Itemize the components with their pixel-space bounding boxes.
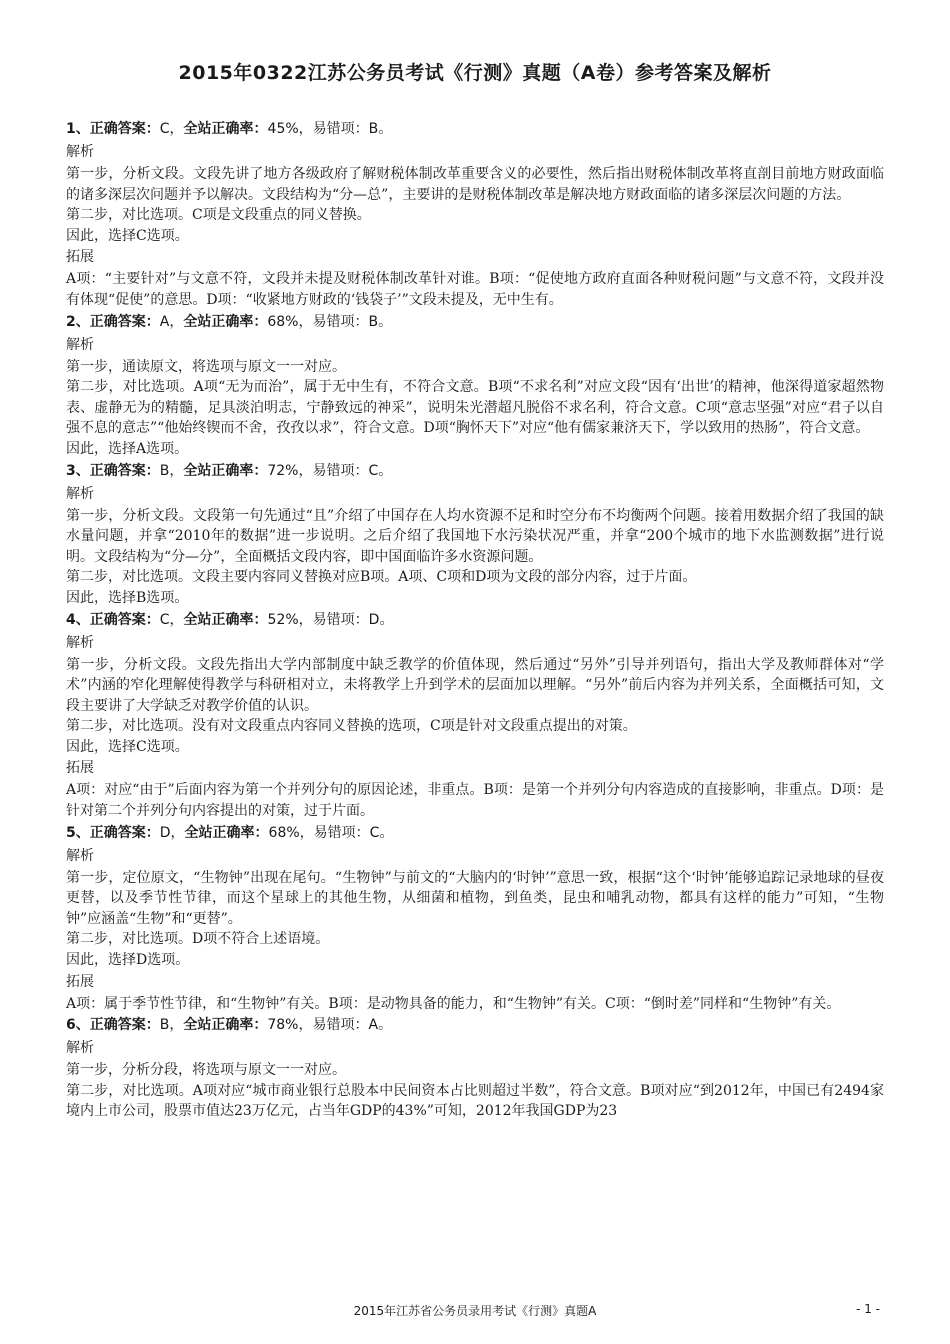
analysis-paragraph: 因此，选择D选项。 bbox=[66, 952, 190, 969]
rate-label: 全站正确率： bbox=[183, 121, 268, 137]
analysis-paragraph: 第一步，分析文段。文段先指出大学内部制度中缺乏教学的价值体现，然后通过“另外”引导并列语句，指出大学及教师群体对“学术”内涵的窄化理解使得教学与科研相对立，未将教学上升到学术的层面加以理解。“另外”前后内容为并列关系，全面概括可知，文段主要讲了大学缺乏对教学价值的认识。 bbox=[66, 656, 884, 714]
wrong-option: A bbox=[368, 1017, 379, 1034]
question-header: 2、正确答案：A，全站正确率：68%，易错项：B。 bbox=[66, 313, 393, 330]
correct-answer: B bbox=[159, 462, 170, 479]
analysis-paragraph: 因此，选择C选项。 bbox=[66, 227, 189, 244]
analysis-paragraph: 第一步，分析文段。文段第一句先通过“且”介绍了中国存在人均水资源不足和时空分布不均衡两个问题。接着用数据介绍了我国的缺水量问题，并拿“2010年的数据”进一步说明。之后介绍了我国地下水污染状况严重，并拿“200个城市的地下水监测数据”进行说明。文段结构为“分—分”，全面概括文段内容，即中国面临许多水资源问题。 bbox=[66, 507, 884, 565]
extension-paragraph: A项：“主要针对”与文意不符，文段并未提及财税体制改革针对谁。B项：“促使地方政府直面各种财税问题”与文意不符，文段并没有体现“促使”的意思。D项：“收紧地方财政的‘钱袋子’”文段未提及，无中生有。 bbox=[66, 271, 884, 308]
answer-label: 正确答案： bbox=[89, 824, 160, 841]
analysis-paragraph: 第二步，对比选项。没有对文段重点内容同义替换的选项，C项是针对文段重点提出的对策。 bbox=[66, 718, 637, 735]
question-block bbox=[66, 118, 884, 311]
page-number: - 1 - bbox=[856, 1302, 880, 1316]
answer-content bbox=[66, 118, 884, 1122]
question-block bbox=[66, 460, 884, 609]
correct-answer: C bbox=[159, 121, 170, 137]
question-block bbox=[66, 609, 884, 822]
correct-answer: D bbox=[159, 824, 171, 841]
accuracy-rate: 78% bbox=[267, 1017, 299, 1034]
analysis-paragraph: 因此，选择B选项。 bbox=[66, 589, 189, 606]
rate-label: 全站正确率： bbox=[183, 462, 268, 479]
analysis-paragraph: 因此，选择C选项。 bbox=[66, 738, 189, 755]
question-number: 1、 bbox=[66, 121, 90, 137]
answer-label: 正确答案： bbox=[89, 611, 160, 628]
wrong-label: 易错项： bbox=[312, 462, 369, 479]
question-number: 5、 bbox=[66, 824, 90, 841]
analysis-paragraph: 第二步，对比选项。A项对应“城市商业银行总股本中民间资本占比则超过半数”，符合文意。B项对应“到2012年，中国已有2494家境内上市公司，股票市值达23万亿元，占当年GDP的43%”可知，2012年我国GDP为23 bbox=[66, 1082, 884, 1120]
accuracy-rate: 45% bbox=[267, 121, 299, 137]
question-header: 6、正确答案：B，全站正确率：78%，易错项：A。 bbox=[66, 1017, 393, 1034]
correct-answer: B bbox=[159, 1017, 170, 1034]
analysis-paragraph: 第一步，通读原文，将选项与原文一一对应。 bbox=[66, 358, 346, 375]
wrong-label: 易错项： bbox=[312, 1017, 369, 1034]
question-header: 4、正确答案：C，全站正确率：52%，易错项：D。 bbox=[66, 611, 394, 628]
wrong-label: 易错项： bbox=[312, 121, 369, 137]
analysis-paragraph: 第一步，定位原文，“生物钟”出现在尾句。“生物钟”与前文的“大脑内的‘时钟’”意思一致，根据“这个‘时钟’能够追踪记录地球的昼夜更替，以及季节性节律，而这个星球上的其他生物，从细菌和植物，到鱼类，昆虫和哺乳动物，都具有这样的能力”可知，“生物钟”应涵盖“生物”和“更替”。 bbox=[66, 869, 884, 927]
rate-label: 全站正确率： bbox=[184, 824, 269, 841]
question-block bbox=[66, 1014, 884, 1122]
accuracy-rate: 68% bbox=[268, 824, 300, 841]
analysis-label: 解析 bbox=[66, 336, 94, 353]
wrong-label: 易错项： bbox=[312, 313, 369, 330]
wrong-label: 易错项： bbox=[313, 824, 370, 841]
analysis-paragraph: 第二步，对比选项。文段主要内容同义替换对应B项。A项、C项和D项为文段的部分内容，过于片面。 bbox=[66, 569, 697, 586]
analysis-paragraph: 第二步，对比选项。A项“无为而治”，属于无中生有，不符合文意。B项“不求名利”对应文段“因有‘出世’的精神，他深得道家超然物表、虚静无为的精髓，足具淡泊明志，宁静致远的神采”，说明朱光潜超凡脱俗不求名利，符合文意。C项“意志坚强”对应“君子以自强不息的意志”“他始终锲而不舍，孜孜以求”，符合文意。D项“胸怀天下”对应“他有儒家兼济天下，学以致用的热肠”，符合文意。 bbox=[66, 379, 884, 437]
extension-label: 拓展 bbox=[66, 973, 94, 990]
rate-label: 全站正确率： bbox=[183, 313, 268, 330]
analysis-paragraph: 因此，选择A选项。 bbox=[66, 440, 189, 457]
analysis-label: 解析 bbox=[66, 847, 94, 864]
wrong-option: D bbox=[368, 611, 380, 628]
answer-label: 正确答案： bbox=[89, 121, 160, 137]
analysis-label: 解析 bbox=[66, 1040, 94, 1057]
analysis-label: 解析 bbox=[66, 634, 94, 651]
analysis-paragraph: 第一步，分析文段。文段先讲了地方各级政府了解财税体制改革重要含义的必要性，然后指出财税体制改革将直剖目前地方财政面临的诸多深层次问题并予以解决。文段结构为“分—总”，主要讲的是财税体制改革是解决地方财政面临的诸多深层次问题的方法。 bbox=[66, 166, 884, 203]
analysis-label: 解析 bbox=[66, 485, 94, 502]
page-title: 2015年0322江苏公务员考试《行测》真题（A卷）参考答案及解析 bbox=[178, 62, 772, 84]
question-header: 3、正确答案：B，全站正确率：72%，易错项：C。 bbox=[66, 462, 393, 479]
extension-paragraph: A项：对应“由于”后面内容为第一个并列分句的原因论述，非重点。B项：是第一个并列分句内容造成的直接影响，非重点。D项：是针对第二个并列分句内容提出的对策，过于片面。 bbox=[66, 782, 884, 820]
question-number: 4、 bbox=[66, 611, 90, 628]
wrong-option: C bbox=[369, 824, 380, 841]
analysis-label: 解析 bbox=[66, 144, 94, 160]
answer-label: 正确答案： bbox=[89, 1017, 160, 1034]
question-header: 5、正确答案：D，全站正确率：68%，易错项：C。 bbox=[66, 824, 394, 841]
footer-title: 2015年江苏省公务员录用考试《行测》真题A bbox=[353, 1304, 597, 1318]
accuracy-rate: 52% bbox=[267, 611, 299, 628]
question-block bbox=[66, 311, 884, 460]
wrong-option: B bbox=[368, 313, 379, 330]
wrong-label: 易错项： bbox=[312, 611, 369, 628]
rate-label: 全站正确率： bbox=[183, 611, 268, 628]
question-header: 1、正确答案：C，全站正确率：45%，易错项：B。 bbox=[66, 121, 393, 137]
analysis-paragraph: 第一步，分析分段，将选项与原文一一对应。 bbox=[66, 1062, 346, 1079]
accuracy-rate: 72% bbox=[267, 462, 299, 479]
question-number: 2、 bbox=[66, 313, 90, 330]
analysis-paragraph: 第二步，对比选项。C项是文段重点的同义替换。 bbox=[66, 207, 371, 224]
extension-label: 拓展 bbox=[66, 760, 94, 777]
answer-label: 正确答案： bbox=[89, 462, 160, 479]
correct-answer: C bbox=[159, 611, 170, 628]
extension-paragraph: A项：属于季节性节律，和“生物钟”有关。B项：是动物具备的能力，和“生物钟”有关。C项：“倒时差”同样和“生物钟”有关。 bbox=[66, 995, 841, 1012]
analysis-paragraph: 第二步，对比选项。D项不符合上述语境。 bbox=[66, 931, 330, 948]
answer-label: 正确答案： bbox=[89, 313, 160, 330]
question-block bbox=[66, 822, 884, 1015]
wrong-option: C bbox=[368, 462, 379, 479]
question-number: 6、 bbox=[66, 1017, 90, 1034]
correct-answer: A bbox=[159, 313, 170, 330]
question-number: 3、 bbox=[66, 462, 90, 479]
accuracy-rate: 68% bbox=[267, 313, 299, 330]
rate-label: 全站正确率： bbox=[183, 1017, 268, 1034]
wrong-option: B bbox=[368, 121, 379, 137]
extension-label: 拓展 bbox=[66, 249, 94, 266]
